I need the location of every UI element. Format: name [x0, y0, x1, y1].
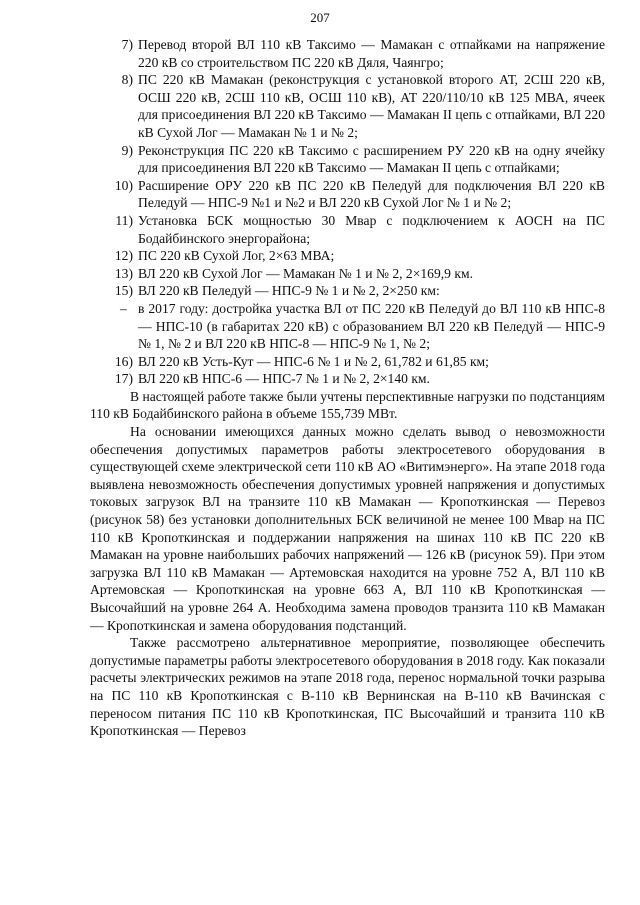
list-item-text: ВЛ 220 кВ Сухой Лог — Мамакан № 1 и № 2, 2×169,9 км. [138, 265, 473, 281]
list-item-marker: 9) [121, 142, 133, 158]
list-item-dash [90, 300, 605, 353]
list-item-text: ПС 220 кВ Мамакан (реконструкция с установкой второго АТ, 2СШ 220 кВ, ОСШ 220 кВ, 2СШ 110 кВ, ОСШ 110 кВ), АТ 220/110/10 кВ 125 МВА, ячеек для присоединения ВЛ 220 кВ Таксимо — Мамакан II цепь с отпайками, ВЛ 220 кВ Сухой Лог — Мамакан № 1 и № 2; [138, 72, 605, 140]
list-item-text: ВЛ 220 кВ НПС-6 — НПС-7 № 1 и № 2, 2×140 км. [138, 371, 430, 387]
list-item [90, 36, 605, 71]
list-item-text: Расширение ОРУ 220 кВ ПС 220 кВ Пеледуй для подключения ВЛ 220 кВ Пеледуй — НПС-9 №1 и №2 и ВЛ 220 кВ Сухой Лог № 1 и № 2; [138, 177, 605, 211]
list-item [90, 142, 605, 177]
measures-list [90, 36, 605, 388]
list-item [90, 370, 605, 388]
document-body [90, 36, 605, 740]
list-item-marker: 7) [121, 37, 133, 52]
list-item-text: Перевод второй ВЛ 110 кВ Таксимо — Мамакан с отпайками на напряжение 220 кВ со строительством ПС 220 кВ Дяля, Чаянгро; [138, 37, 605, 70]
list-item [90, 177, 605, 212]
list-item-text: ВЛ 220 кВ Пеледуй — НПС-9 № 1 и № 2, 2×250 км: [138, 283, 440, 299]
list-item-marker: 17) [114, 371, 133, 387]
list-item [90, 282, 605, 300]
list-item [90, 71, 605, 141]
list-item-text: ВЛ 220 кВ Усть-Кут — НПС-6 № 1 и № 2, 61,782 и 61,85 км; [138, 353, 489, 369]
paragraph-loads: В настоящей работе также были учтены перспективные нагрузки по подстанциям 110 кВ Бодайбинского района в объеме 155,739 МВт. [90, 388, 605, 422]
page-number: 207 [310, 10, 330, 25]
list-item-marker: – [120, 300, 127, 316]
list-item-text: Реконструкция ПС 220 кВ Таксимо с расширением РУ 220 кВ на одну ячейку для присоединения ВЛ 220 кВ Таксимо — Мамакан II цепь с отпайками; [138, 142, 605, 176]
list-item-text: в 2017 году: достройка участка ВЛ от ПС 220 кВ Пеледуй до ВЛ 110 кВ НПС-8 — НПС-10 (в габаритах 220 кВ) с образованием ВЛ 220 кВ Пеледуй — НПС-9 № 1, № 2 и ВЛ 220 кВ НПС-8 — НПС-9 № 1, № 2; [138, 300, 605, 352]
list-item-marker: 10) [114, 177, 133, 193]
list-item-text: Установка БСК мощностью 30 Мвар с подключением к АОСН на ПС Бодайбинского энергорайона; [138, 212, 605, 246]
list-item-marker: 13) [114, 265, 133, 281]
list-item-marker: 11) [115, 212, 133, 228]
list-item-marker: 8) [121, 72, 133, 88]
list-item [90, 265, 605, 283]
list-item-text: ПС 220 кВ Сухой Лог, 2×63 МВА; [138, 248, 335, 264]
list-item-marker: 12) [114, 248, 133, 264]
list-item-marker: 16) [114, 353, 133, 369]
list-item [90, 212, 605, 247]
list-item-marker: 15) [114, 283, 133, 299]
list-item [90, 247, 605, 265]
paragraph-alternative: Также рассмотрено альтернативное мероприятие, позволяющее обеспечить допустимые параметры работы электросетевого оборудования в 2018 году. Как показали расчеты электрических режимов на этапе 2018 года, перенос нормальной точки разрыва на ПС 110 кВ Кропоткинская с В-110 кВ Вернинская на В-110 кВ Вачинская с переносом питания ПС 110 кВ Кропоткинская, ПС Высочайший и транзита 110 кВ Кропоткинская — Перевоз [90, 635, 605, 739]
list-item [90, 353, 605, 371]
paragraph-conclusion: На основании имеющихся данных можно сделать вывод о невозможности обеспечения допустимых параметров работы электросетевого оборудования в существующей схеме электрической сети 110 кВ АО «Витимэнерго». На этапе 2018 года выявлена невозможность обеспечения допустимых уровней напряжения и допустимых токовых загрузок ВЛ на транзите 110 кВ Мамакан — Кропоткинская — Перевоз (рисунок 58) без установки дополнительных БСК величиной не менее 100 Мвар на ПС 110 кВ Кропоткинская и поддержании напряжения на шинах 110 кВ ПС 220 кВ Мамакан на уровне наибольших рабочих напряжений — 126 кВ (рисунок 59). При этом загрузка ВЛ 110 кВ Мамакан — Артемовская находится на уровне 752 А, ВЛ 110 кВ Артемовская — Кропоткинская на уровне 663 А, ВЛ 110 кВ Кропоткинская — Высочайший на уровне 264 А. Необходима замена проводов транзита 110 кВ Мамакан — Кропоткинская и замена оборудования подстанций. [90, 424, 605, 633]
